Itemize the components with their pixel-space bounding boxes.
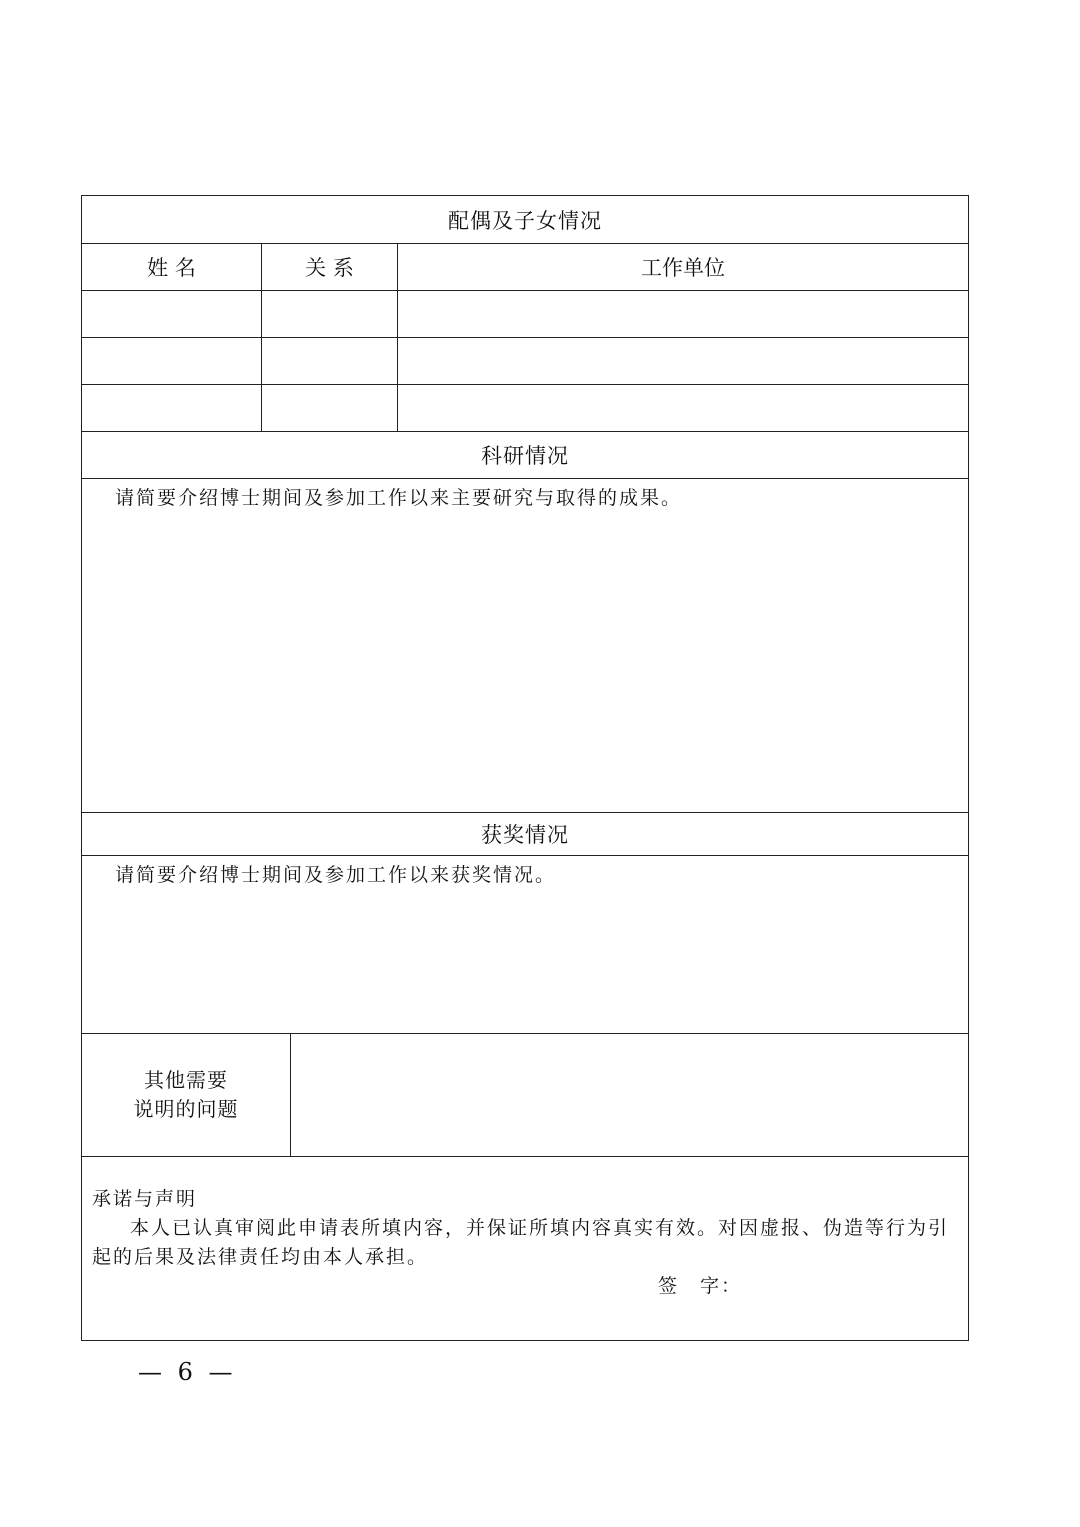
other-issues-label-line2: 说明的问题 xyxy=(133,1097,239,1121)
other-issues-label-line1: 其他需要 xyxy=(144,1068,228,1092)
family-name-field[interactable] xyxy=(82,338,262,384)
family-section-title-text: 配偶及子女情况 xyxy=(448,208,602,233)
awards-prompt: 请简要介绍博士期间及参加工作以来获奖情况。 xyxy=(115,864,557,886)
declaration-body: 本人已认真审阅此申请表所填内容，并保证所填内容真实有效。对因虚报、伪造等行为引起的后果及法律责任均由本人承担。 xyxy=(92,1217,950,1268)
research-section-title-text: 科研情况 xyxy=(481,444,569,468)
family-name-field[interactable] xyxy=(82,385,262,431)
declaration-title: 承诺与声明 xyxy=(92,1188,198,1210)
column-header-name: 姓 名 xyxy=(82,244,262,290)
awards-section-title-text: 获奖情况 xyxy=(481,823,569,847)
family-relation-field[interactable] xyxy=(262,385,398,431)
research-section-title xyxy=(82,432,968,479)
signature-label: 签 字： xyxy=(658,1275,743,1297)
awards-content-area[interactable] xyxy=(82,856,968,1034)
family-relation-field[interactable] xyxy=(262,338,398,384)
family-employer-field[interactable] xyxy=(398,291,968,337)
family-name-field[interactable] xyxy=(82,291,262,337)
page-number: — 6 — xyxy=(138,1358,237,1386)
family-employer-field[interactable] xyxy=(398,338,968,384)
research-content-area[interactable] xyxy=(82,479,968,813)
awards-section-title xyxy=(82,813,968,856)
other-issues-field[interactable] xyxy=(291,1034,968,1156)
application-form xyxy=(81,195,969,1341)
other-issues-label xyxy=(82,1034,291,1156)
family-row xyxy=(82,338,968,385)
research-prompt: 请简要介绍博士期间及参加工作以来主要研究与取得的成果。 xyxy=(115,487,683,509)
other-issues-row xyxy=(82,1034,968,1157)
family-column-headers xyxy=(82,244,968,291)
column-header-relation: 关 系 xyxy=(262,244,398,290)
family-row xyxy=(82,385,968,432)
declaration-section xyxy=(82,1157,968,1340)
family-section-title xyxy=(82,196,968,244)
family-relation-field[interactable] xyxy=(262,291,398,337)
family-employer-field[interactable] xyxy=(398,385,968,431)
column-header-employer: 工作单位 xyxy=(641,256,725,280)
family-row xyxy=(82,291,968,338)
